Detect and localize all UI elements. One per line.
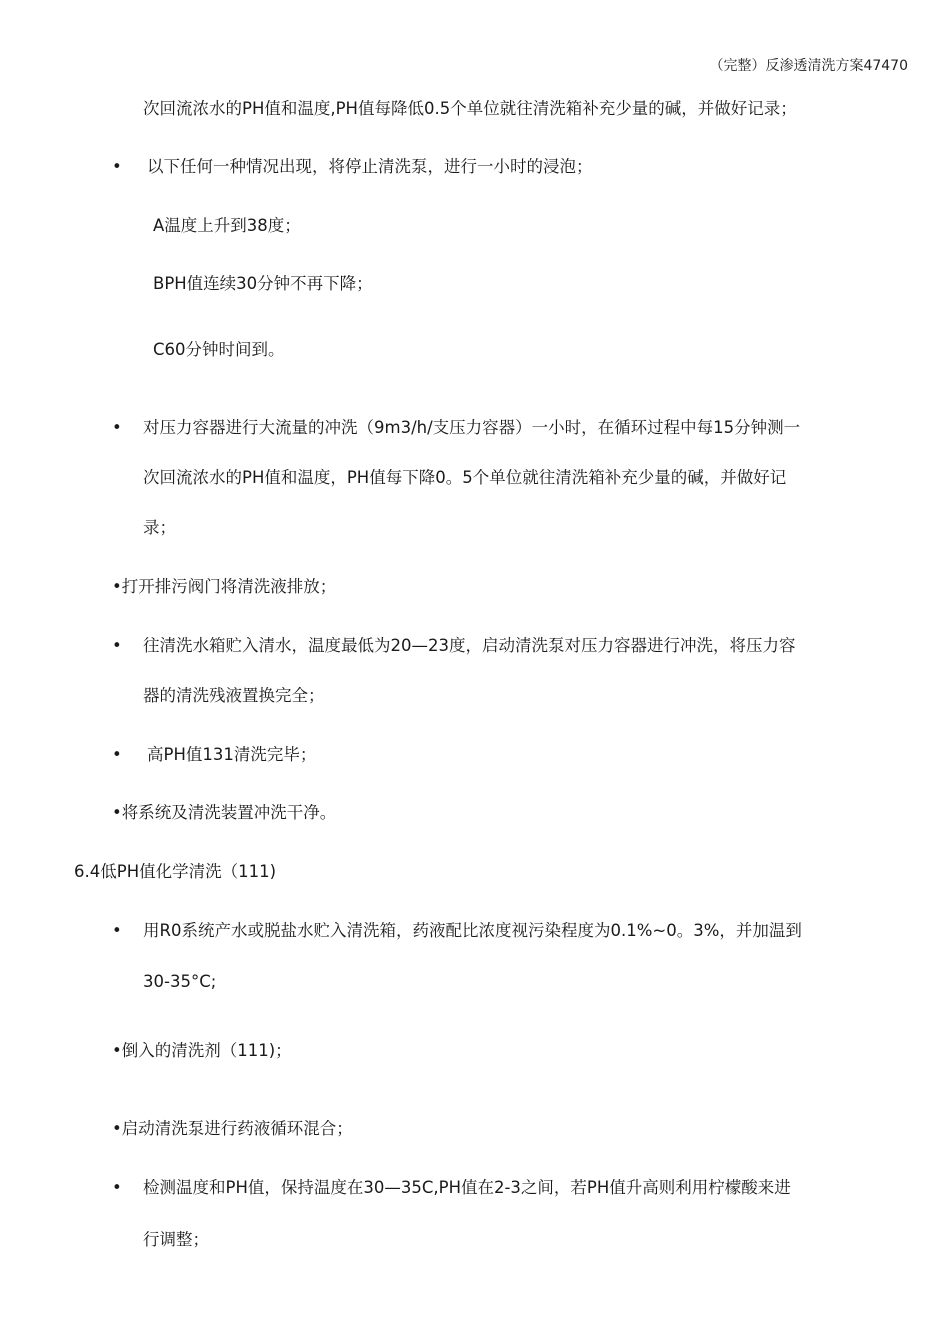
text-line: 器的清洗残液置换完全； [143,686,325,705]
text-line: 检测温度和PH值，保持温度在30—35C,PH值在2-3之间，若PH值升高则利用柠檬酸来进 [143,1178,791,1197]
text-line: 对压力容器进行大流量的冲洗（9m3/h/支压力容器）一小时，在循环过程中每15分钟测一 [143,418,801,437]
text-line: •打开排污阀门将清洗液排放； [112,577,337,596]
text-line: A温度上升到38度； [153,216,301,235]
section-heading: 6.4低PH值化学清洗（111) [74,862,277,881]
bullet-marker: • [112,921,122,940]
text-line: 往清洗水箱贮入清水，温度最低为20—23度，启动清洗泵对压力容器进行冲洗，将压力容 [143,636,796,655]
page-header: （完整）反渗透清洗方案47470 [709,58,908,74]
text-line: 录； [143,518,176,537]
bullet-marker: • [112,636,122,655]
text-line: •将系统及清洗装置冲洗干净。 [112,803,337,822]
bullet-marker: • [112,745,122,764]
text-line: 行调整； [143,1230,209,1249]
text-line: 次回流浓水的PH值和温度，PH值每下降0。5个单位就往清洗箱补充少量的碱，并做好记 [143,468,787,487]
text-line: •倒入的清洗剂（111)； [112,1041,292,1060]
bullet-marker: • [112,418,122,437]
text-line: 30-35°C; [143,972,217,991]
text-line: 以下任何一种情况出现，将停止清洗泵，进行一小时的浸泡； [147,157,593,176]
text-line: 高PH值131清洗完毕； [147,745,317,764]
text-line: •启动清洗泵进行药液循环混合； [112,1119,353,1138]
text-line: BPH值连续30分钟不再下降； [153,274,373,293]
text-line: 用R0系统产水或脱盐水贮入清洗箱，药液配比浓度视污染程度为0.1%~0。3%，并加温到 [143,921,802,940]
bullet-marker: • [112,157,122,176]
text-line: C60分钟时间到。 [153,340,285,359]
text-line: 次回流浓水的PH值和温度,PH值每降低0.5个单位就往清洗箱补充少量的碱，并做好记录； [143,99,797,118]
bullet-marker: • [112,1178,122,1197]
